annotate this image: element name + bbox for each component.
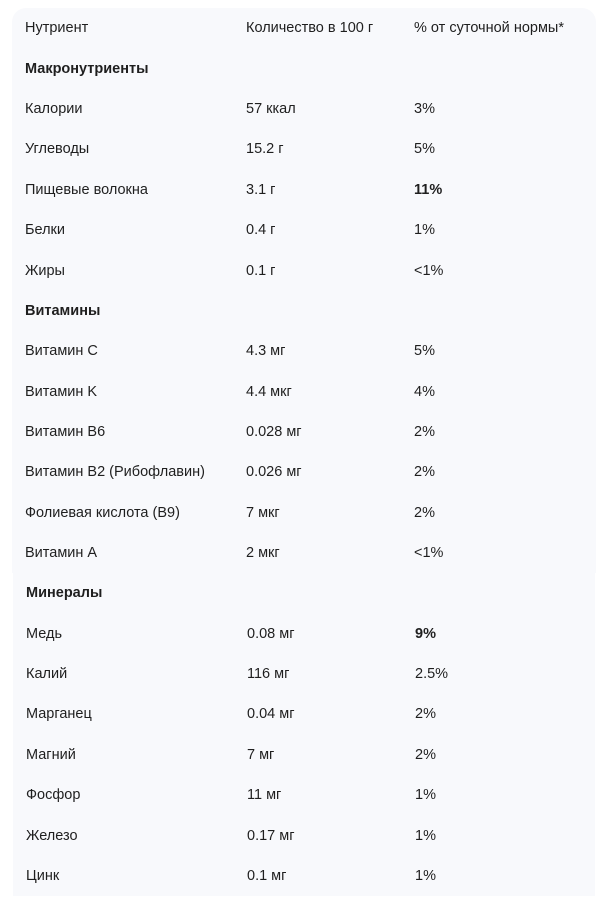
nutrient-name: Фосфор: [26, 787, 81, 804]
nutrient-name: Фолиевая кислота (B9): [25, 504, 180, 521]
table-row: [13, 815, 595, 855]
nutrient-daily-percent: 1%: [415, 867, 436, 884]
header-amount: Количество в 100 г: [246, 20, 374, 37]
table-row: [12, 533, 596, 573]
nutrient-amount: 4.3 мг: [246, 343, 286, 360]
nutrient-amount: 0.04 мг: [247, 706, 295, 723]
nutrient-daily-percent: 2%: [415, 706, 436, 723]
nutrient-daily-percent: 1%: [415, 827, 436, 844]
nutrient-amount: 2 мкг: [246, 545, 280, 562]
nutrient-amount: 0.17 мг: [247, 827, 295, 844]
section-vitamins: [12, 291, 596, 574]
table-row: [12, 412, 596, 452]
nutrient-name: Магний: [26, 746, 76, 763]
nutrient-name: Жиры: [25, 262, 65, 279]
nutrient-daily-percent: <1%: [414, 545, 444, 562]
nutrient-amount: 15.2 г: [246, 141, 284, 158]
nutrient-name: Витамин B2 (Рибофлавин): [25, 464, 205, 481]
nutrient-daily-percent: 5%: [414, 141, 435, 158]
nutrient-daily-percent: 1%: [415, 787, 436, 804]
table-row: [12, 452, 596, 492]
table-row: [12, 250, 596, 290]
nutrient-daily-percent: 2%: [414, 504, 435, 521]
table-row: [13, 735, 595, 775]
nutrient-daily-percent: <1%: [414, 262, 444, 279]
header-nutrient: Нутриент: [25, 20, 89, 37]
nutrient-name: Железо: [26, 827, 78, 844]
nutrient-name: Медь: [26, 625, 63, 642]
nutrient-daily-percent: 9%: [415, 625, 436, 642]
nutrition-table: [12, 8, 596, 573]
section-macronutrients: [12, 48, 596, 290]
table-row: [12, 372, 596, 412]
nutrient-amount: 57 ккал: [246, 100, 296, 117]
table-row: [13, 856, 595, 896]
table-row: [12, 129, 596, 169]
nutrient-name: Калории: [25, 100, 83, 117]
nutrient-name: Калий: [26, 665, 68, 682]
nutrient-daily-percent: 2%: [414, 424, 435, 441]
section-heading-row: [13, 573, 595, 613]
nutrient-amount: 4.4 мкг: [246, 383, 292, 400]
nutrient-daily-percent: 2%: [415, 746, 436, 763]
nutrient-name: Витамин C: [25, 343, 98, 360]
nutrient-name: Витамин K: [25, 383, 98, 400]
table-row: [12, 210, 596, 250]
nutrient-amount: 0.4 г: [246, 222, 276, 239]
nutrient-daily-percent: 2.5%: [415, 665, 449, 682]
nutrient-name: Белки: [25, 222, 66, 239]
nutrient-amount: 0.1 мг: [247, 867, 287, 884]
nutrient-daily-percent: 11%: [414, 181, 443, 198]
header-daily: % от суточной нормы*: [414, 20, 564, 37]
section-heading-row: [12, 48, 596, 88]
nutrient-daily-percent: 3%: [414, 100, 435, 117]
nutrient-amount: 7 мг: [247, 746, 275, 763]
nutrient-amount: 7 мкг: [246, 504, 280, 521]
nutrient-name: Витамин B6: [25, 424, 106, 441]
table-row: [12, 89, 596, 129]
nutrient-name: Цинк: [26, 867, 60, 884]
nutrient-name: Витамин A: [25, 545, 98, 562]
nutrient-daily-percent: 4%: [414, 383, 435, 400]
nutrient-daily-percent: 5%: [414, 343, 435, 360]
section-title: Макронутриенты: [25, 60, 149, 77]
nutrient-amount: 0.026 мг: [246, 464, 302, 481]
nutrient-daily-percent: 1%: [414, 222, 435, 239]
nutrient-daily-percent: 2%: [414, 464, 435, 481]
section-title: Минералы: [26, 585, 103, 602]
nutrient-name: Пищевые волокна: [25, 181, 148, 198]
nutrient-name: Марганец: [26, 706, 92, 723]
table-row: [12, 493, 596, 533]
table-row: [12, 331, 596, 371]
nutrient-amount: 3.1 г: [246, 181, 276, 198]
nutrient-amount: 0.028 мг: [246, 424, 302, 441]
nutrient-amount: 11 мг: [247, 787, 282, 804]
minerals-table: [13, 573, 595, 896]
table-row: [13, 654, 595, 694]
table-row: [13, 694, 595, 734]
nutrient-name: Углеводы: [25, 141, 90, 158]
section-heading-row: [12, 291, 596, 331]
table-row: [13, 613, 595, 653]
section-minerals: [13, 573, 595, 896]
table-header-row: [12, 8, 596, 48]
section-title: Витамины: [25, 302, 101, 319]
nutrient-amount: 0.1 г: [246, 262, 276, 279]
nutrient-amount: 116 мг: [247, 665, 290, 682]
nutrient-amount: 0.08 мг: [247, 625, 295, 642]
table-row: [13, 775, 595, 815]
table-row: [12, 170, 596, 210]
